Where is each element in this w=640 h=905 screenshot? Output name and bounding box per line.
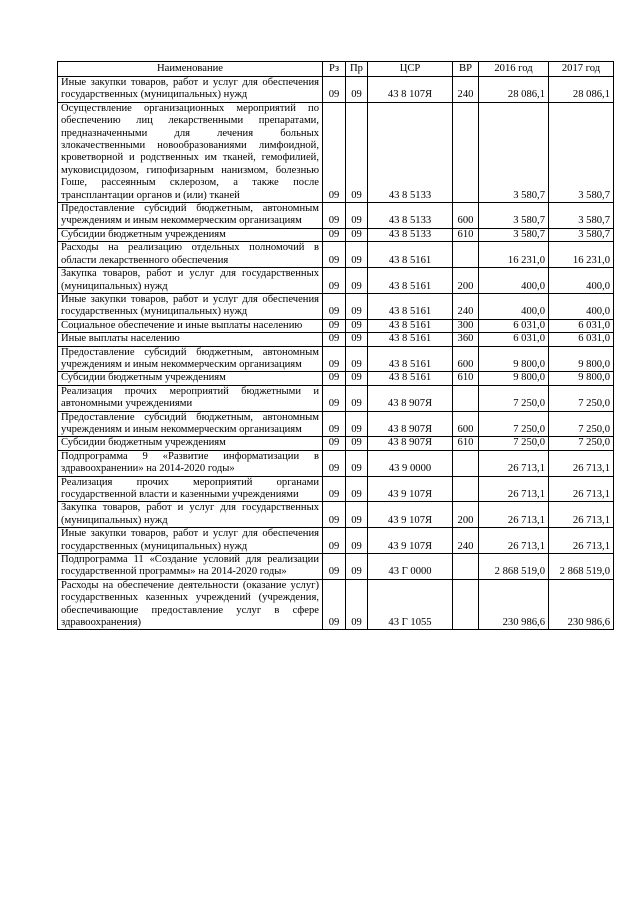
table-row — [58, 293, 614, 319]
row-rz: 09 — [323, 268, 346, 294]
table-row — [58, 372, 614, 385]
table-body — [58, 77, 614, 630]
row-name: Расходы на реализацию отдельных полномочий в области лекарственного обеспечения — [58, 242, 323, 268]
row-rz: 09 — [323, 579, 346, 630]
table-row — [58, 346, 614, 372]
row-csr: 43 8 5133 — [368, 228, 453, 241]
row-name: Расходы на обеспечение деятельности (оказание услуг) государственных казенных учреждений (учреждения, обеспечивающие предоставление услуг в сфере здравоохранения) — [58, 579, 323, 630]
row-2017-value: 26 713,1 — [549, 528, 614, 554]
row-2016-value: 28 086,1 — [479, 77, 549, 103]
header-2017: 2017 год — [549, 62, 614, 77]
row-rz: 09 — [323, 228, 346, 241]
row-2017-value: 3 580,7 — [549, 203, 614, 229]
row-2016-value: 3 580,7 — [479, 203, 549, 229]
row-rz: 09 — [323, 411, 346, 437]
row-name: Социальное обеспечение и иные выплаты населению — [58, 319, 323, 332]
row-name: Субсидии бюджетным учреждениям — [58, 228, 323, 241]
row-pr: 09 — [346, 502, 368, 528]
row-2017-value: 230 986,6 — [549, 579, 614, 630]
row-pr: 09 — [346, 242, 368, 268]
row-rz: 09 — [323, 102, 346, 202]
row-pr: 09 — [346, 203, 368, 229]
row-vr — [453, 450, 479, 476]
row-csr: 43 8 5161 — [368, 346, 453, 372]
table-row — [58, 102, 614, 202]
row-2016-value: 16 231,0 — [479, 242, 549, 268]
row-csr: 43 8 907Я — [368, 385, 453, 411]
row-2017-value: 16 231,0 — [549, 242, 614, 268]
row-name: Закупка товаров, работ и услуг для государственных (муниципальных) нужд — [58, 502, 323, 528]
row-name: Реализация прочих мероприятий бюджетными и автономными учреждениями — [58, 385, 323, 411]
row-2017-value: 26 713,1 — [549, 450, 614, 476]
row-name: Подпрограмма 9 «Развитие информатизации в здравоохранении» на 2014-2020 годы» — [58, 450, 323, 476]
row-vr — [453, 242, 479, 268]
row-csr: 43 8 107Я — [368, 77, 453, 103]
row-name: Иные выплаты населению — [58, 333, 323, 346]
row-pr: 09 — [346, 411, 368, 437]
table-row — [58, 450, 614, 476]
row-name: Иные закупки товаров, работ и услуг для обеспечения государственных (муниципальных) нужд — [58, 77, 323, 103]
row-rz: 09 — [323, 242, 346, 268]
table-header-row — [58, 62, 614, 77]
row-csr: 43 8 5161 — [368, 333, 453, 346]
row-vr: 200 — [453, 502, 479, 528]
header-rz: Рз — [323, 62, 346, 77]
row-vr: 240 — [453, 528, 479, 554]
row-pr: 09 — [346, 372, 368, 385]
row-2016-value: 3 580,7 — [479, 102, 549, 202]
row-csr: 43 8 5161 — [368, 242, 453, 268]
table-row — [58, 228, 614, 241]
row-pr: 09 — [346, 437, 368, 450]
row-vr: 240 — [453, 293, 479, 319]
row-2016-value: 400,0 — [479, 293, 549, 319]
row-pr: 09 — [346, 476, 368, 502]
row-rz: 09 — [323, 476, 346, 502]
row-name: Иные закупки товаров, работ и услуг для обеспечения государственных (муниципальных) нужд — [58, 293, 323, 319]
row-pr: 09 — [346, 346, 368, 372]
row-rz: 09 — [323, 346, 346, 372]
row-2017-value: 6 031,0 — [549, 319, 614, 332]
row-name: Субсидии бюджетным учреждениям — [58, 437, 323, 450]
header-csr: ЦСР — [368, 62, 453, 77]
row-csr: 43 Г 0000 — [368, 554, 453, 580]
row-2016-value: 6 031,0 — [479, 333, 549, 346]
table-row — [58, 77, 614, 103]
row-vr — [453, 579, 479, 630]
row-rz: 09 — [323, 437, 346, 450]
row-rz: 09 — [323, 203, 346, 229]
row-2016-value: 9 800,0 — [479, 346, 549, 372]
row-vr: 360 — [453, 333, 479, 346]
row-csr: 43 8 5161 — [368, 268, 453, 294]
row-pr: 09 — [346, 319, 368, 332]
header-vr: ВР — [453, 62, 479, 77]
row-2016-value: 2 868 519,0 — [479, 554, 549, 580]
row-rz: 09 — [323, 319, 346, 332]
row-csr: 43 8 5133 — [368, 102, 453, 202]
row-2017-value: 9 800,0 — [549, 372, 614, 385]
budget-table — [57, 61, 614, 630]
row-vr — [453, 476, 479, 502]
table-row — [58, 502, 614, 528]
row-2017-value: 400,0 — [549, 293, 614, 319]
row-name: Предоставление субсидий бюджетным, автономным учреждениям и иным некоммерческим организациям — [58, 346, 323, 372]
row-2017-value: 400,0 — [549, 268, 614, 294]
table-row — [58, 203, 614, 229]
row-vr: 200 — [453, 268, 479, 294]
row-vr — [453, 554, 479, 580]
row-rz: 09 — [323, 293, 346, 319]
row-vr: 600 — [453, 411, 479, 437]
row-2016-value: 9 800,0 — [479, 372, 549, 385]
row-vr: 300 — [453, 319, 479, 332]
row-pr: 09 — [346, 450, 368, 476]
table-row — [58, 579, 614, 630]
row-2017-value: 9 800,0 — [549, 346, 614, 372]
row-csr: 43 8 5161 — [368, 319, 453, 332]
row-2017-value: 7 250,0 — [549, 411, 614, 437]
row-name: Иные закупки товаров, работ и услуг для обеспечения государственных (муниципальных) нужд — [58, 528, 323, 554]
row-pr: 09 — [346, 579, 368, 630]
row-2017-value: 26 713,1 — [549, 476, 614, 502]
row-csr: 43 8 5161 — [368, 293, 453, 319]
row-2016-value: 6 031,0 — [479, 319, 549, 332]
row-vr: 610 — [453, 437, 479, 450]
table-row — [58, 319, 614, 332]
row-pr: 09 — [346, 102, 368, 202]
row-csr: 43 8 907Я — [368, 411, 453, 437]
row-vr — [453, 102, 479, 202]
row-name: Закупка товаров, работ и услуг для государственных (муниципальных) нужд — [58, 268, 323, 294]
row-2017-value: 2 868 519,0 — [549, 554, 614, 580]
row-rz: 09 — [323, 502, 346, 528]
row-2017-value: 6 031,0 — [549, 333, 614, 346]
row-vr: 610 — [453, 228, 479, 241]
row-2016-value: 7 250,0 — [479, 437, 549, 450]
row-2016-value: 3 580,7 — [479, 228, 549, 241]
row-2017-value: 3 580,7 — [549, 102, 614, 202]
row-2016-value: 400,0 — [479, 268, 549, 294]
row-rz: 09 — [323, 372, 346, 385]
header-2016: 2016 год — [479, 62, 549, 77]
row-2017-value: 3 580,7 — [549, 228, 614, 241]
table-row — [58, 268, 614, 294]
row-csr: 43 8 907Я — [368, 437, 453, 450]
row-pr: 09 — [346, 385, 368, 411]
row-2016-value: 7 250,0 — [479, 385, 549, 411]
row-vr: 610 — [453, 372, 479, 385]
header-name: Наименование — [58, 62, 323, 77]
row-name: Подпрограмма 11 «Создание условий для реализации государственной программы» на 2014-2020 годы» — [58, 554, 323, 580]
row-pr: 09 — [346, 268, 368, 294]
row-rz: 09 — [323, 385, 346, 411]
row-csr: 43 Г 1055 — [368, 579, 453, 630]
row-2016-value: 26 713,1 — [479, 476, 549, 502]
header-pr: Пр — [346, 62, 368, 77]
row-csr: 43 8 5161 — [368, 372, 453, 385]
row-vr: 600 — [453, 346, 479, 372]
row-name: Реализация прочих мероприятий органами государственной власти и казенными учреждениями — [58, 476, 323, 502]
row-pr: 09 — [346, 228, 368, 241]
row-vr: 600 — [453, 203, 479, 229]
row-csr: 43 9 107Я — [368, 528, 453, 554]
table-row — [58, 528, 614, 554]
row-pr: 09 — [346, 554, 368, 580]
row-2017-value: 26 713,1 — [549, 502, 614, 528]
row-rz: 09 — [323, 554, 346, 580]
row-pr: 09 — [346, 293, 368, 319]
table-row — [58, 554, 614, 580]
row-csr: 43 9 107Я — [368, 502, 453, 528]
row-rz: 09 — [323, 333, 346, 346]
row-name: Осуществление организационных мероприятий по обеспечению лиц лекарственными препаратами, предназначенными для лечения больных злокачественными новообразованиями лимфоидной, кроветворной и родственных им тканей, гемофилией, муковисцидозом, гипофизарным нанизмом, болезнью Гоше, рассеянным склерозом, а также после трансплантации органов и (или) тканей — [58, 102, 323, 202]
row-pr: 09 — [346, 528, 368, 554]
row-rz: 09 — [323, 450, 346, 476]
row-name: Субсидии бюджетным учреждениям — [58, 372, 323, 385]
row-2016-value: 26 713,1 — [479, 502, 549, 528]
row-name: Предоставление субсидий бюджетным, автономным учреждениям и иным некоммерческим организациям — [58, 203, 323, 229]
row-vr: 240 — [453, 77, 479, 103]
row-vr — [453, 385, 479, 411]
table-row — [58, 242, 614, 268]
row-2016-value: 7 250,0 — [479, 411, 549, 437]
row-2017-value: 28 086,1 — [549, 77, 614, 103]
row-2016-value: 26 713,1 — [479, 528, 549, 554]
row-rz: 09 — [323, 77, 346, 103]
row-csr: 43 8 5133 — [368, 203, 453, 229]
table-row — [58, 437, 614, 450]
row-name: Предоставление субсидий бюджетным, автономным учреждениям и иным некоммерческим организациям — [58, 411, 323, 437]
row-pr: 09 — [346, 333, 368, 346]
row-2017-value: 7 250,0 — [549, 385, 614, 411]
row-rz: 09 — [323, 528, 346, 554]
row-2016-value: 26 713,1 — [479, 450, 549, 476]
row-csr: 43 9 0000 — [368, 450, 453, 476]
row-csr: 43 9 107Я — [368, 476, 453, 502]
table-row — [58, 333, 614, 346]
table-row — [58, 411, 614, 437]
table-row — [58, 385, 614, 411]
row-pr: 09 — [346, 77, 368, 103]
row-2016-value: 230 986,6 — [479, 579, 549, 630]
row-2017-value: 7 250,0 — [549, 437, 614, 450]
table-row — [58, 476, 614, 502]
